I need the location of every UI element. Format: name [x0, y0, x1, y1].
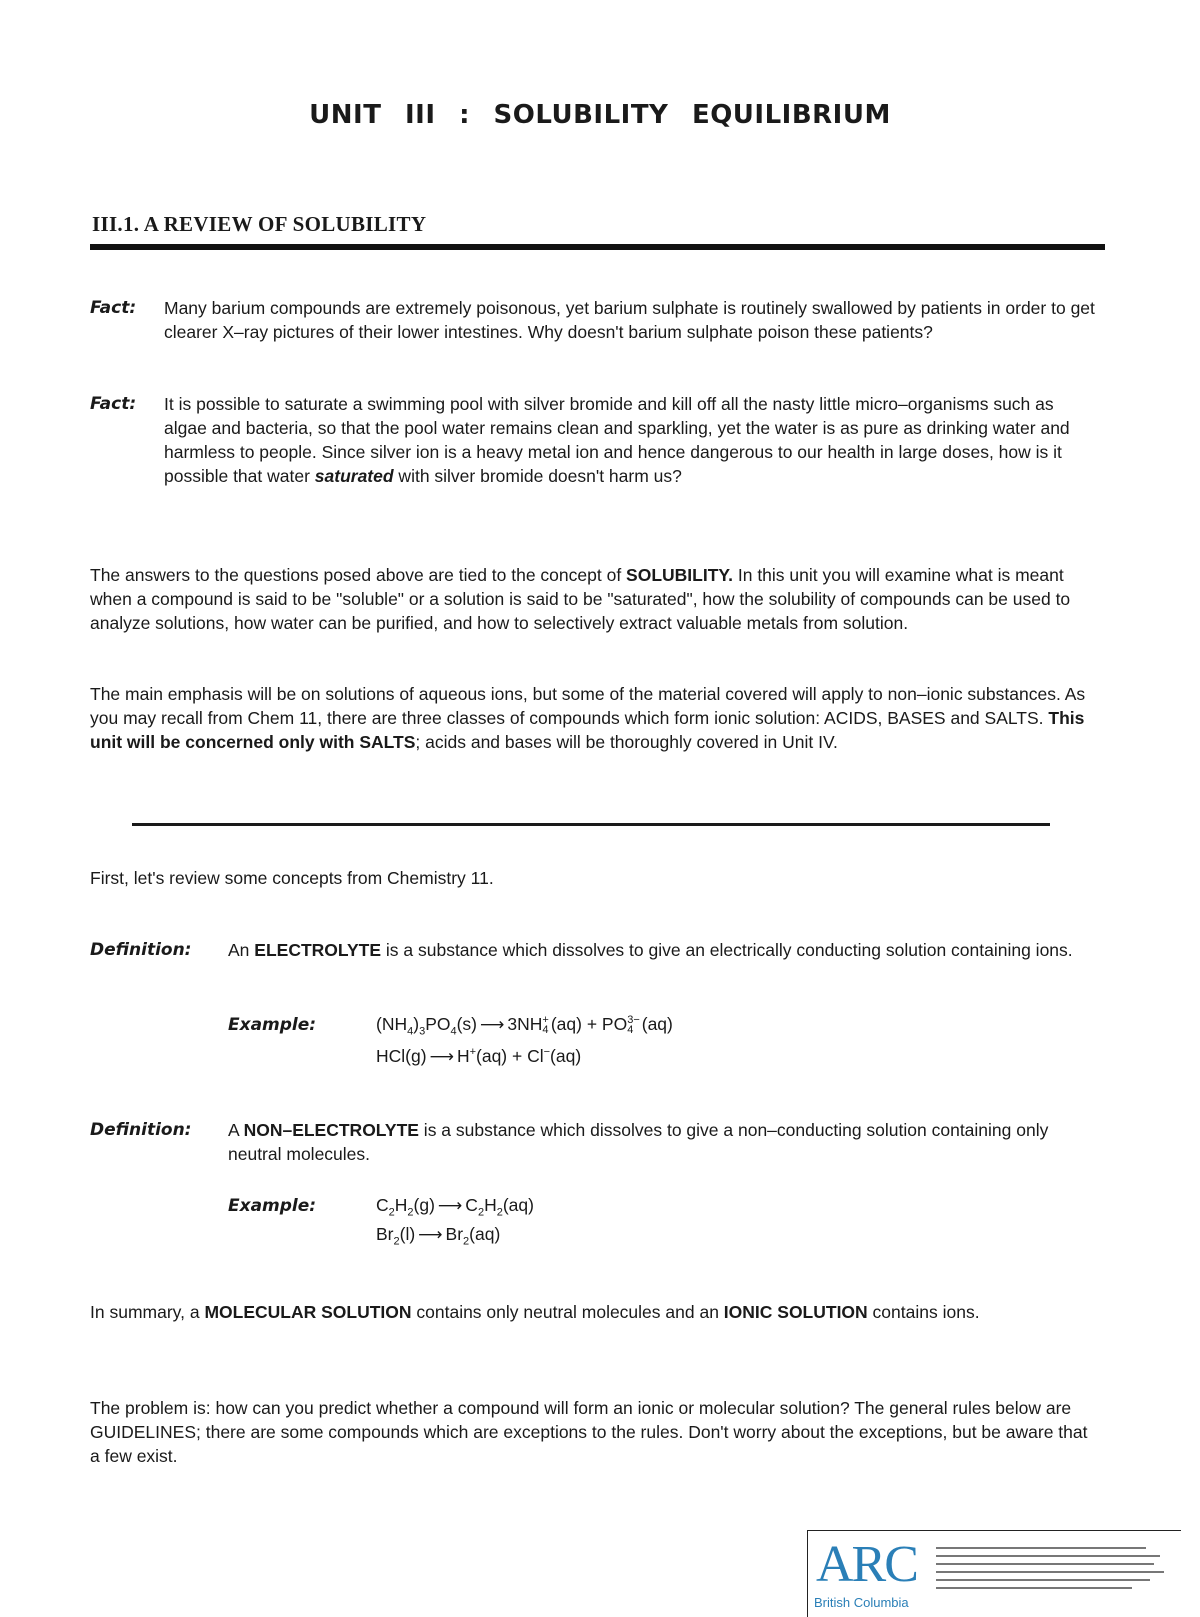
equation-hydrochloric: HCl(g) ⟶ H+(aq) + Cl−(aq) — [376, 1046, 582, 1066]
arc-logo-mark: ARC — [816, 1536, 917, 1593]
section-heading: III.1. A REVIEW OF SOLUBILITY — [92, 212, 427, 236]
copyright-fine-print — [936, 1545, 1174, 1605]
definition-label: Definition: — [90, 940, 192, 960]
emphasis-saturated: saturated — [314, 466, 394, 486]
equation-bromine: $Br_2(l)$ ⟶ $Br_2(aq)$ — [376, 1224, 501, 1248]
reaction-arrow: ⟶ — [429, 1047, 454, 1066]
arc-logo-subtitle: British Columbia — [814, 1595, 909, 1610]
definition-text: An ELECTROLYTE is a substance which dissolves to give an electrically conducting solution containing ions. — [228, 940, 1073, 960]
definition-non-electrolyte — [90, 1118, 1100, 1166]
example-label: Example: — [228, 1015, 317, 1035]
problem-paragraph: The problem is: how can you predict whether a compound will form an ionic or molecular solution? The general rules below are GUIDELINES; there are some compounds which are exceptions to the rules. Don't worry about the exceptions, but be aware that a few exist. — [90, 1398, 1088, 1466]
divider-line — [132, 823, 1050, 826]
unit-title: UNIT III : SOLUBILITY EQUILIBRIUM — [309, 100, 891, 130]
reaction-arrow: ⟶ — [480, 1015, 505, 1034]
arc-logo — [807, 1530, 1181, 1617]
definition-text: A NON–ELECTROLYTE is a substance which dissolves to give a non–conducting solution containing only neutral molecules. — [228, 1120, 1049, 1164]
example-label: Example: — [228, 1196, 317, 1216]
review-intro: First, let's review some concepts from Chemistry 11. — [90, 868, 494, 888]
paragraph-solubility: The answers to the questions posed above are tied to the concept of SOLUBILITY. In this unit you will examine what is meant when a compound is said to be "soluble" or a solution is said to be "saturated", how the solubility of compounds can be used to analyze solutions, how water can be purified, and how to selectively extract valuable metals from solution. — [90, 565, 1071, 633]
summary-paragraph: In summary, a MOLECULAR SOLUTION contains only neutral molecules and an IONIC SOLUTION contains ions. — [90, 1302, 980, 1322]
equation-ammonium-phosphate: $(NH_4)_3PO_4(s)$ ⟶ 3NH + 4 (aq) + PO 3− 4 (aq) — [376, 1014, 673, 1038]
fact-1 — [90, 296, 1100, 344]
equation-acetylene: $C_2H_2(g)$ ⟶ $C_2H_2(aq)$ — [376, 1195, 534, 1219]
fact-label: Fact: — [90, 298, 137, 318]
fact-text: Many barium compounds are extremely poisonous, yet barium sulphate is routinely swallowed by patients in order to get clearer X–ray pictures of their lower intestines. Why doesn't barium sulphate poison these patients? — [164, 298, 1095, 342]
copyright-notice — [936, 1545, 1174, 1608]
reaction-arrow: ⟶ — [437, 1196, 463, 1215]
definition-label: Definition: — [90, 1120, 192, 1140]
definition-electrolyte — [90, 938, 1100, 962]
reaction-arrow: ⟶ — [418, 1225, 443, 1244]
fact-text: It is possible to saturate a swimming pool with silver bromide and kill off all the nasty little micro–organisms such as algae and bacteria, so that the pool water remains clean and sparkling, yet the water is as pure as drinking water and harmless to people. Since silver ion is a heavy metal ion and hence dangerous to our health in large doses, how is it possible that water saturated with silver bromide doesn't harm us? — [164, 394, 1070, 486]
fact-2 — [90, 392, 1100, 488]
section-divider — [90, 244, 1105, 250]
fact-label: Fact: — [90, 394, 137, 414]
paragraph-emphasis: The main emphasis will be on solutions of aqueous ions, but some of the material covered will apply to non–ionic substances. As you may recall from Chem 11, there are three classes of compounds which form ionic solution: ACIDS, BASES and SALTS. This unit will be concerned only with SALTS; acids and bases will be thoroughly covered in Unit IV. — [90, 684, 1086, 752]
